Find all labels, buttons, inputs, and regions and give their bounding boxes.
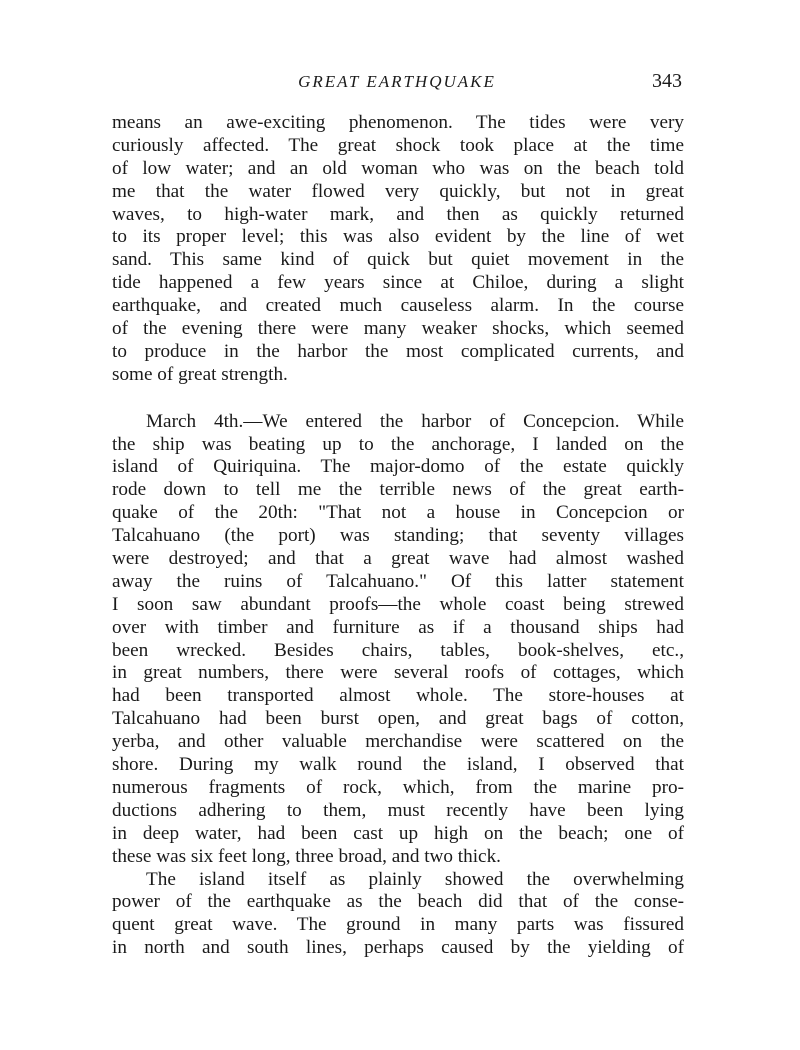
text-line: the ship was beating up to the anchorage, I landed on the (112, 433, 684, 455)
paragraph-tides (112, 112, 684, 387)
text-line: The island itself as plainly showed the overwhelming (146, 868, 684, 890)
text-line: waves, to high-water mark, and then as quickly returned (112, 203, 684, 225)
text-line: in north and south lines, perhaps caused by the yielding of (112, 937, 684, 959)
text-line: sand. This same kind of quick but quiet movement in the (112, 249, 684, 271)
text-line: March 4th.—We entered the harbor of Concepcion. While (146, 410, 684, 432)
text-line: means an awe-exciting phenomenon. The tides were very (112, 112, 684, 133)
text-line: of low water; and an old woman who was on the beach told (112, 157, 684, 179)
text-line: tide happened a few years since at Chiloe, during a slight (112, 272, 684, 294)
text-line: in great numbers, there were several roofs of cottages, which (112, 662, 684, 684)
text-line: numerous fragments of rock, which, from the marine pro- (112, 776, 684, 798)
text-line: island of Quiriquina. The major-domo of the estate quickly (112, 456, 684, 478)
text-line: shore. During my walk round the island, I observed that (112, 754, 684, 776)
text-line: these was six feet long, three broad, and two thick. (112, 845, 501, 867)
text-line: curiously affected. The great shock took place at the time (112, 134, 684, 156)
text-line: power of the earthquake as the beach did that of the conse- (112, 891, 684, 913)
text-line: had been transported almost whole. The store-houses at (112, 685, 684, 707)
text-line: rode down to tell me the terrible news of the great earth- (112, 479, 684, 501)
text-line: some of great strength. (112, 363, 288, 385)
text-line: yerba, and other valuable merchandise were scattered on the (112, 731, 684, 753)
page-number: 343 (652, 70, 682, 92)
text-line: to produce in the harbor the most complicated currents, and (112, 340, 684, 362)
text-line: of the evening there were many weaker shocks, which seemed (112, 318, 684, 340)
text-line: Talcahuano (the port) was standing; that seventy villages (112, 525, 684, 547)
running-title: GREAT EARTHQUAKE (298, 72, 496, 91)
text-line: quent great wave. The ground in many parts was fissured (112, 914, 684, 936)
text-line: earthquake, and created much causeless alarm. In the course (112, 295, 684, 317)
text-line: Talcahuano had been burst open, and great bags of cotton, (112, 708, 684, 730)
text-line: to its proper level; this was also evident by the line of wet (112, 226, 684, 248)
paragraph-island (112, 869, 684, 961)
running-head (112, 70, 682, 98)
text-line: were destroyed; and that a great wave had almost washed (112, 548, 684, 570)
body-text (112, 112, 684, 960)
text-line: in deep water, had been cast up high on the beach; one of (112, 822, 684, 844)
text-line: away the ruins of Talcahuano." Of this latter statement (112, 570, 684, 592)
text-line: quake of the 20th: "That not a house in Concepcion or (112, 502, 684, 524)
paragraph-march-4th (112, 411, 684, 869)
text-line: over with timber and furniture as if a thousand ships had (112, 616, 684, 638)
text-line: I soon saw abundant proofs—the whole coast being strewed (112, 593, 684, 615)
paragraph-gap (112, 387, 684, 411)
text-line: ductions adhering to them, must recently have been lying (112, 799, 684, 821)
text-line: me that the water flowed very quickly, but not in great (112, 180, 684, 202)
text-line: been wrecked. Besides chairs, tables, book-shelves, etc., (112, 639, 684, 661)
